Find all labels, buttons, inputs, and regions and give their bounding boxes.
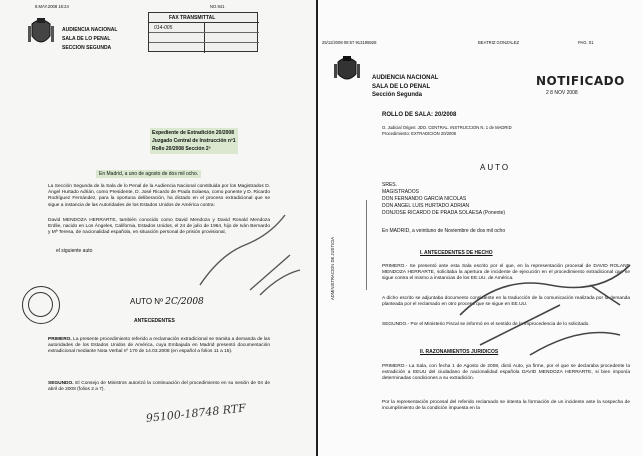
- auto-number: 2C/2008: [165, 297, 204, 307]
- primero-razonamiento: PRIMERO.- La Sala, con fecha 1 de Agosto de 2008, dictó Auto, ya firme, por el que se declaraba procedente la extradición a EEUU del ciudadano de nacionalidad española DAVID MENDOZA HERRARTE, si bien imponía determinadas condiciones a su extradición.: [382, 364, 630, 382]
- razonamientos-heading: II. RAZONAMIENTOS JURIDICOS: [420, 349, 499, 355]
- antecedentes-heading: ANTECEDENTES: [134, 318, 175, 324]
- right-document-page: [320, 0, 643, 456]
- place-date-right: En MADRID, a veintiuno de Noviembre de dos mil ocho: [382, 228, 506, 234]
- spanish-crest-icon: [332, 54, 362, 86]
- court-sala-line: SALA DE LO PENAL: [372, 83, 431, 90]
- intro-paragraph: La Sección Segunda de la Sala de lo Penal de la Audiencia Nacional constituida por los Magistrados D. Ángel Hurtado Adrián, como Presidente, D. José Ricardo de Prada Solaesa, como ponente y D. Ricardo Rodríguez Fernández, para la oportuna deliberación, ha dictado en el proceso extradicional que se sigue a instancia de las Autoridades de los Estados Unidos de América contra:: [48, 184, 270, 208]
- court-name-line: AUDIENCIA NACIONAL: [62, 27, 118, 33]
- magistrados-label: MAGISTRADOS: [382, 189, 419, 195]
- handwritten-annotation-icon: [440, 255, 640, 365]
- primero-label: PRIMERO.: [48, 337, 72, 342]
- procedimiento: Procedimiento: EXTRADICION 20/2008: [382, 131, 457, 136]
- fax-timestamp-right: 25/11/2008 08:57 913195928: [322, 40, 377, 45]
- magistrate-name: DON ANGEL LUIS HURTADO ADRIAN: [382, 203, 470, 209]
- expediente-block: [150, 128, 238, 154]
- organo-origen: O. Judicial Origen: JDO. CENTRAL. INSTRUCCION N. 1 de MADRID: [382, 125, 512, 130]
- magistrate-name: DONJOSE RICARDO DE PRADA SOLAESA (Ponente): [382, 210, 506, 216]
- left-document-page: [0, 0, 318, 456]
- margin-rule: [366, 200, 367, 290]
- primero-right: PRIMERO.- Se presentó ante esta Sala escrito por el que, en la representación procesal de DAVID ROLAND MENDOZA HERRARTE, solicitaba la apertura de incidente de ejecución en el procedimiento extradicional que se sigue contra el mismo a instancias de los EE.UU. de América.: [382, 264, 630, 282]
- auto-title-right: AUTO: [480, 163, 511, 172]
- adjunto-paragraph: A dicho escrito se adjuntaba documento consistente en la traducción de la comunicación realizada por la demanda planteada por el reclamado en otro proceso que se sigue en EE.UU.: [382, 296, 630, 308]
- segundo-label: SEGUNDO.: [48, 381, 74, 386]
- fax-box-code: 014-005: [154, 25, 173, 31]
- margin-vertical-text: ADMINISTRACION DE JUSTICIA: [330, 236, 335, 300]
- fax-transmittal-title: FAX TRANSMITTAL: [169, 15, 216, 21]
- siguiente-auto: el siguiente auto: [56, 248, 93, 254]
- fax-number: NO.941: [210, 4, 225, 9]
- expediente-line: Juzgado Central de Instrucción nº1: [152, 138, 236, 144]
- primero-left: [48, 337, 270, 356]
- court-section-line: SECCION SEGUNDA: [62, 45, 112, 51]
- notificado-stamp: NOTIFICADO: [536, 74, 625, 88]
- segundo-text: El Consejo de Ministros autorizó la continuación del procedimiento en su sesión de 04 de abril de 2008 (folios 2 a 7).: [48, 381, 270, 393]
- court-section-line: Sección Segunda: [372, 92, 423, 98]
- antecedentes-heading-right: I. ANTECEDENTES DE HECHO: [420, 250, 493, 256]
- auto-label: AUTO Nº: [130, 297, 163, 306]
- handwritten-reference: 95100-18748 RTF: [145, 401, 247, 425]
- round-seal-stamp: [22, 286, 60, 324]
- court-name-line: AUDIENCIA NACIONAL: [372, 75, 439, 81]
- defendant-paragraph: David MENDOZA HERRARTE, también conocido como David Mendoza y David Ronald Mendoza Erdlie, nacido en Los Ángeles, California, Estados Unidos, el 24 de julio de 1964, hijo de Iván Bernardo y Mª Teresa, de nacionalidad española, en situación personal de prisión provisional,: [48, 218, 270, 236]
- handwritten-annotation-icon: [190, 195, 310, 305]
- court-header-left: [62, 26, 117, 53]
- place-date-left: En Madrid, a uno de agosto de dos mil ocho.: [96, 170, 201, 178]
- spanish-crest-icon: [26, 16, 56, 50]
- closing-paragraph: Por la representación procesal del referido reclamado se intenta la formación de un incidente ante la sospecha de incumplimiento de la condición impuesta en la: [382, 400, 630, 412]
- court-sala-line: SALA DE LO PENAL: [62, 36, 111, 42]
- page-number: PAG. 01: [578, 40, 594, 45]
- fax-timestamp: 8.MAY.2008 16:24: [35, 4, 69, 9]
- primero-text: La presente procedimiento referido a reclamación extradicional se tramita a demanda de las autoridades de los Estados Unidos de América, cuya Embajada en Madrid presentó documentación extradicional mediante Nota Verbal nº 170 de 14.03.2008 (en español a folios 11 a 15).: [48, 337, 270, 355]
- segundo-right: SEGUNDO.- Por el Ministerio Fiscal se informó en el sentido de la improcedencia de lo solicitado.: [382, 322, 590, 327]
- fax-transmittal-box: [148, 12, 258, 52]
- fax-sender: BEATRIZ GONZALEZ: [478, 40, 520, 45]
- magistrate-name: DON FERNANDO GARCIA NICOLAS: [382, 196, 467, 202]
- notificado-date: 2 8 NOV 2008: [546, 90, 578, 96]
- expediente-line: Rollo 20/2008 Sección 2ª: [152, 146, 211, 152]
- magistrates-block: [382, 182, 505, 217]
- sres-label: SRES.: [382, 182, 398, 188]
- court-header-right: [372, 74, 438, 100]
- expediente-line: Expediente de Extradición 20/2008: [152, 130, 234, 136]
- rollo-de-sala: ROLLO DE SALA: 20/2008: [382, 112, 457, 118]
- segundo-left: [48, 381, 270, 393]
